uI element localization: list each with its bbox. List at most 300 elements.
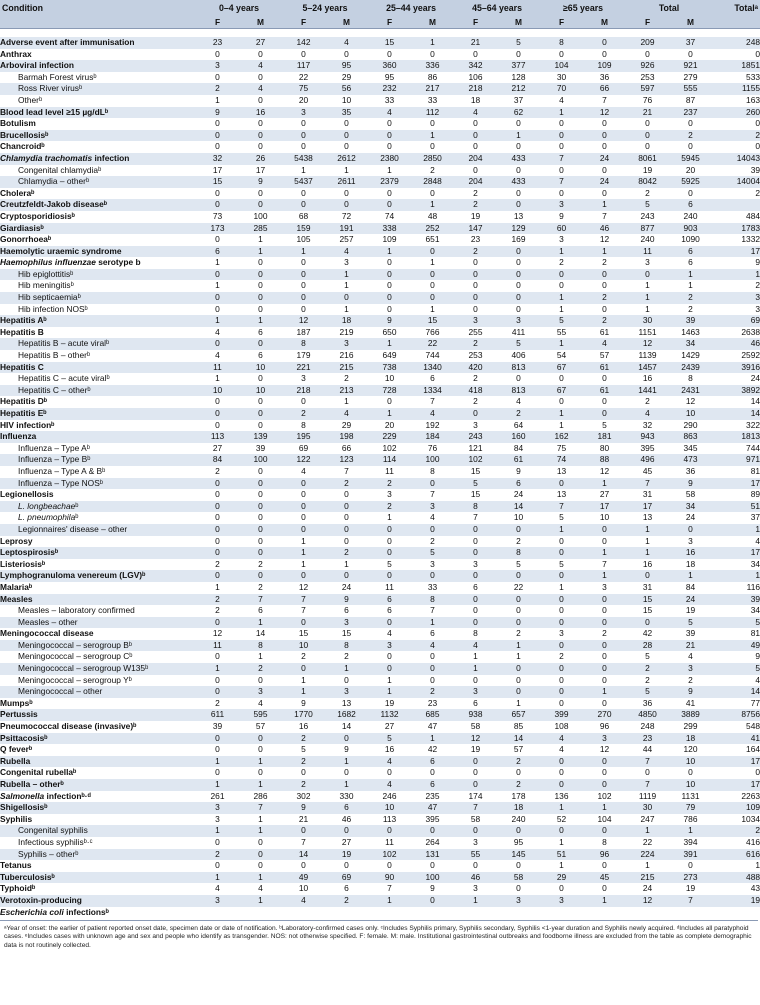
count-cell: 96: [583, 849, 626, 861]
table-row: [0, 709, 760, 721]
count-cell: 174: [468, 790, 483, 801]
table-row: [0, 478, 760, 490]
count-cell: 16: [384, 744, 395, 755]
count-cell: 69: [298, 442, 309, 453]
table-row: [0, 825, 760, 837]
count-cell: 173: [196, 223, 239, 235]
count-cell: 0: [559, 883, 564, 894]
count-cell: 7: [430, 489, 435, 500]
count-cell: 0: [602, 767, 607, 778]
table-row: [0, 489, 760, 501]
condition-name: Influenza – Type A & Bᵇ: [18, 465, 106, 476]
count-cell: 29: [341, 71, 352, 82]
count-cell: 1: [559, 303, 564, 314]
count-cell: 0: [258, 396, 263, 407]
count-cell: 0: [258, 767, 263, 778]
count-cell: 0: [282, 292, 325, 304]
count-cell: 2: [559, 257, 564, 268]
condition-name: Syphilis – otherᵇ: [0, 849, 196, 861]
count-cell: 4: [239, 60, 282, 72]
count-cell: 766: [425, 326, 440, 337]
total-cell: 24: [750, 373, 760, 384]
count-cell: 0: [602, 883, 607, 894]
count-cell: 433: [497, 176, 540, 188]
count-cell: 1: [516, 651, 521, 662]
count-cell: 0: [387, 396, 392, 407]
count-cell: 0: [387, 303, 392, 314]
count-cell: 2: [454, 246, 497, 258]
count-cell: 16: [642, 558, 653, 569]
count-cell: 0: [282, 617, 325, 629]
count-cell: 6: [688, 257, 693, 268]
count-cell: 35: [325, 107, 368, 119]
count-cell: 4: [258, 883, 263, 894]
condition-name: Pneumococcal disease (invasive)ᵇ: [0, 721, 137, 732]
count-cell: 0: [583, 825, 626, 837]
table-row: [0, 350, 760, 362]
total-cell: 3916: [712, 362, 760, 374]
count-cell: 4: [325, 246, 368, 258]
count-cell: 76: [642, 94, 653, 105]
count-cell: 1090: [681, 234, 700, 245]
count-cell: 61: [583, 385, 626, 397]
table-row: [0, 454, 760, 466]
count-cell: 19: [470, 744, 481, 755]
count-cell: 685: [411, 709, 454, 721]
female-header: F: [368, 15, 411, 29]
count-cell: 7: [239, 594, 282, 606]
total-cell: 81: [750, 465, 760, 476]
count-cell: 0: [215, 234, 220, 245]
count-cell: 2: [196, 849, 239, 861]
count-cell: 11: [196, 362, 239, 374]
count-cell: 0: [301, 396, 306, 407]
table-row: [0, 698, 760, 710]
count-cell: 2: [516, 628, 521, 639]
count-cell: 0: [454, 617, 497, 629]
count-cell: 2439: [669, 362, 712, 374]
count-cell: 0: [387, 257, 392, 268]
count-cell: 4: [688, 651, 693, 662]
count-cell: 0: [516, 48, 521, 59]
count-cell: 1: [454, 895, 497, 907]
count-cell: 10: [513, 512, 524, 523]
condition-name: Haemolytic uraemic syndrome: [0, 246, 196, 258]
count-cell: 1: [301, 535, 306, 546]
count-cell: 1: [645, 860, 650, 871]
total-cell: 17: [712, 547, 760, 559]
count-cell: 8: [454, 501, 497, 513]
count-cell: 8: [540, 37, 583, 49]
table-row: [0, 153, 760, 165]
count-cell: 0: [430, 187, 435, 198]
count-cell: 95: [513, 836, 524, 847]
count-cell: 1: [344, 558, 349, 569]
count-cell: 1: [583, 478, 626, 490]
count-cell: 69: [325, 872, 368, 884]
count-cell: 0: [454, 547, 497, 559]
count-cell: 0: [540, 130, 583, 142]
count-cell: 0: [368, 292, 411, 304]
count-cell: [669, 907, 712, 919]
count-cell: 0: [258, 512, 263, 523]
count-cell: 16: [298, 721, 309, 732]
count-cell: 2: [454, 199, 497, 211]
count-cell: 0: [368, 130, 411, 142]
count-cell: 0: [497, 617, 540, 629]
count-cell: 0: [516, 257, 521, 268]
count-cell: 0: [215, 303, 220, 314]
count-cell: 0: [626, 130, 669, 142]
count-cell: 4: [559, 94, 564, 105]
count-cell: 9: [239, 176, 282, 188]
count-cell: 74: [540, 454, 583, 466]
count-cell: 0: [282, 524, 325, 536]
count-cell: 7: [454, 802, 497, 814]
count-cell: 5: [301, 744, 306, 755]
count-cell: 0: [454, 524, 497, 536]
count-cell: 9: [301, 697, 306, 708]
count-cell: 0: [215, 651, 220, 662]
count-cell: 399: [540, 709, 583, 721]
count-cell: 2: [282, 756, 325, 768]
count-cell: 4: [215, 350, 220, 361]
count-cell: 0: [516, 605, 521, 616]
count-cell: 27: [212, 442, 223, 453]
condition-name: Hepatitis C – acute viralᵇ: [18, 373, 110, 384]
count-cell: 0: [239, 338, 282, 350]
table-row: [0, 257, 760, 269]
count-cell: 8: [239, 640, 282, 652]
sex-header-row: [0, 15, 760, 29]
male-header: M: [239, 15, 282, 29]
count-cell: 100: [253, 210, 268, 221]
count-cell: 0: [540, 617, 583, 629]
count-cell: 62: [497, 107, 540, 119]
count-cell: 24: [669, 594, 712, 606]
count-cell: 0: [325, 570, 368, 582]
count-cell: 2379: [368, 176, 411, 188]
count-cell: 0: [387, 141, 392, 152]
count-cell: 102: [454, 454, 497, 466]
count-cell: 4: [215, 883, 220, 894]
count-cell: 19: [642, 164, 653, 175]
count-cell: 1: [325, 779, 368, 791]
count-cell: 394: [683, 836, 698, 847]
age-group-header: 5–24 years: [282, 0, 368, 15]
count-cell: 1: [196, 872, 239, 884]
count-cell: 198: [325, 431, 368, 443]
count-cell: 5438: [282, 153, 325, 165]
count-cell: 2: [344, 651, 349, 662]
condition-name: Mumpsᵇ: [0, 697, 33, 708]
count-cell: 0: [497, 246, 540, 258]
count-cell: 0: [368, 547, 411, 559]
count-cell: 0: [559, 396, 564, 407]
count-cell: 2: [258, 558, 263, 569]
count-cell: 0: [516, 164, 521, 175]
count-cell: 0: [282, 199, 325, 211]
count-cell: 2: [430, 535, 435, 546]
count-cell: 2: [583, 292, 626, 304]
count-cell: 217: [411, 83, 454, 95]
count-cell: 0: [196, 408, 239, 420]
count-cell: 240: [640, 234, 655, 245]
count-cell: 4: [583, 338, 626, 350]
total-cell: 89: [750, 489, 760, 500]
count-cell: 338: [368, 223, 411, 235]
count-cell: 31: [642, 581, 653, 592]
count-cell: 46: [341, 813, 352, 824]
count-cell: 0: [454, 292, 497, 304]
count-cell: 123: [325, 454, 368, 466]
count-cell: 9: [559, 210, 564, 221]
age-group-header: ≥65 years: [540, 0, 626, 15]
count-cell: 159: [282, 223, 325, 235]
count-cell: 14: [497, 501, 540, 513]
count-cell: 0: [344, 118, 349, 129]
count-cell: [454, 907, 497, 919]
count-cell: 0: [368, 269, 411, 281]
count-cell: 7: [301, 605, 306, 616]
condition-name: HIV infectionᵇ: [0, 419, 55, 430]
count-cell: 7: [626, 779, 669, 791]
count-cell: 0: [583, 640, 626, 652]
count-cell: 0: [602, 48, 607, 59]
count-cell: 0: [196, 199, 239, 211]
count-cell: 29: [540, 872, 583, 884]
count-cell: 179: [296, 350, 311, 361]
count-cell: 1: [239, 779, 282, 791]
count-cell: 2: [454, 338, 497, 350]
count-cell: 0: [559, 535, 564, 546]
total-cell: 1813: [712, 431, 760, 443]
table-row: [0, 304, 760, 316]
count-cell: 0: [559, 697, 564, 708]
table-row: [0, 895, 760, 907]
table-row: [0, 849, 760, 861]
total-cell: 2263: [741, 790, 760, 801]
count-cell: 0: [215, 396, 220, 407]
count-cell: 0: [645, 118, 650, 129]
count-cell: 0: [239, 849, 282, 861]
count-cell: 0: [301, 512, 306, 523]
count-cell: 4: [325, 408, 368, 420]
count-cell: 5925: [669, 176, 712, 188]
count-cell: 0: [430, 141, 435, 152]
count-cell: 104: [597, 813, 612, 824]
count-cell: 1: [387, 164, 392, 175]
count-cell: 0: [473, 535, 478, 546]
count-cell: 3: [602, 581, 607, 592]
count-cell: 2: [669, 292, 712, 304]
count-cell: 8: [282, 338, 325, 350]
count-cell: 19: [685, 883, 696, 894]
count-cell: 0: [602, 280, 607, 291]
male-header: M: [583, 15, 626, 29]
condition-name: Leprosy: [0, 535, 33, 546]
count-cell: 224: [626, 849, 669, 861]
count-cell: 0: [430, 767, 435, 778]
table-row: [0, 292, 760, 304]
count-cell: 2848: [411, 176, 454, 188]
count-cell: 131: [411, 849, 454, 861]
count-cell: 4: [411, 408, 454, 420]
condition-name: Meningococcal – other: [0, 686, 196, 698]
condition-name: Adverse event after immunisation: [0, 37, 196, 49]
count-cell: 651: [425, 234, 440, 245]
condition-name: Influenza: [0, 431, 196, 443]
condition-name: Influenza – Type Aᵇ: [18, 442, 90, 453]
count-cell: 56: [325, 83, 368, 95]
count-cell: 1: [368, 408, 411, 420]
count-cell: 181: [583, 431, 626, 443]
count-cell: 597: [626, 83, 669, 95]
count-cell: 4: [325, 37, 368, 49]
count-cell: 0: [215, 836, 220, 847]
count-cell: 27: [239, 37, 282, 49]
condition-header: Condition: [0, 0, 196, 15]
count-cell: 0: [583, 617, 626, 629]
condition-name: Hib infection NOSᵇ: [18, 303, 88, 314]
count-cell: 3: [411, 501, 454, 513]
count-cell: 286: [253, 790, 268, 801]
count-cell: 112: [411, 107, 454, 119]
count-cell: 15: [196, 176, 239, 188]
count-cell: 247: [640, 813, 655, 824]
count-cell: 15: [470, 465, 481, 476]
total-cell: 1: [712, 570, 760, 582]
count-cell: 31: [642, 489, 653, 500]
female-header: F: [282, 15, 325, 29]
count-cell: 1: [368, 895, 411, 907]
count-cell: 0: [516, 860, 521, 871]
count-cell: 109: [583, 60, 626, 72]
count-cell: 39: [212, 721, 223, 732]
count-cell: 178: [511, 790, 526, 801]
count-cell: 0: [344, 535, 349, 546]
count-cell: 5: [387, 558, 392, 569]
table-row: [0, 118, 760, 130]
count-cell: 921: [669, 60, 712, 72]
total-cell: 163: [746, 94, 760, 105]
count-cell: 0: [411, 570, 454, 582]
count-cell: 54: [556, 350, 567, 361]
count-cell: 0: [602, 141, 607, 152]
count-cell: 4: [540, 733, 583, 745]
total-cell: 34: [750, 558, 760, 569]
total-cell: 34: [750, 605, 760, 616]
table-row: [0, 663, 760, 675]
count-cell: 1: [411, 199, 454, 211]
count-cell: 22: [642, 836, 653, 847]
count-cell: 1: [645, 535, 650, 546]
count-cell: 0: [540, 570, 583, 582]
total-cell: 8756: [712, 709, 760, 721]
total-cell: 2: [755, 280, 760, 291]
count-cell: 34: [669, 338, 712, 350]
table-row: [0, 83, 760, 95]
count-cell: 67: [540, 362, 583, 374]
total-cell: 17: [712, 478, 760, 490]
count-cell: 0: [215, 767, 220, 778]
count-cell: 1: [497, 640, 540, 652]
count-cell: 1: [626, 825, 669, 837]
count-cell: 1: [497, 130, 540, 142]
table-row: [0, 199, 760, 211]
count-cell: 1119: [638, 790, 657, 801]
count-cell: 5: [411, 547, 454, 559]
count-cell: 18: [685, 558, 696, 569]
count-cell: 102: [382, 442, 397, 453]
count-cell: 360: [368, 60, 411, 72]
total-cell: 17: [712, 779, 760, 791]
count-cell: 34: [669, 501, 712, 513]
count-cell: 2: [602, 628, 607, 639]
count-cell: 147: [454, 223, 497, 235]
count-cell: 2: [497, 408, 540, 420]
count-cell: 109: [382, 234, 397, 245]
count-cell: 0: [583, 269, 626, 281]
count-cell: 24: [583, 153, 626, 165]
count-cell: 0: [602, 164, 607, 175]
count-cell: 1: [196, 779, 239, 791]
count-cell: 0: [196, 501, 239, 513]
count-cell: 0: [559, 373, 564, 384]
count-cell: [497, 907, 540, 919]
count-cell: 1: [473, 651, 478, 662]
count-cell: 5: [559, 558, 564, 569]
count-cell: 1: [387, 674, 392, 685]
count-cell: 33: [384, 94, 395, 105]
count-cell: 3: [688, 535, 693, 546]
count-cell: 215: [626, 872, 669, 884]
count-cell: 6: [344, 605, 349, 616]
count-cell: 255: [468, 326, 483, 337]
count-cell: 6: [325, 802, 368, 814]
count-cell: 4: [430, 512, 435, 523]
total-cell: 3: [712, 292, 760, 304]
count-cell: 48: [427, 210, 438, 221]
table-row: [0, 49, 760, 61]
count-cell: 240: [683, 210, 698, 221]
count-cell: 10: [669, 408, 712, 420]
count-cell: 18: [325, 315, 368, 327]
count-cell: 0: [602, 535, 607, 546]
condition-name: Brucellosisᵇ: [0, 130, 196, 142]
count-cell: 0: [602, 697, 607, 708]
table-body: [0, 29, 760, 919]
count-cell: 9: [430, 883, 435, 894]
count-cell: 57: [599, 350, 610, 361]
count-cell: 19: [384, 697, 395, 708]
count-cell: 0: [516, 767, 521, 778]
total-cell: 109: [712, 802, 760, 814]
count-cell: 23: [427, 697, 438, 708]
table-row: [0, 501, 760, 513]
count-cell: 5: [516, 558, 521, 569]
count-cell: 2612: [325, 153, 368, 165]
count-cell: 4: [454, 107, 497, 119]
count-cell: 2: [215, 697, 220, 708]
count-cell: 3: [669, 663, 712, 675]
count-cell: 0: [645, 48, 650, 59]
count-cell: 0: [196, 570, 239, 582]
count-cell: 212: [497, 83, 540, 95]
count-cell: 0: [473, 605, 478, 616]
count-cell: 11: [385, 465, 394, 476]
count-cell: 0: [454, 825, 497, 837]
